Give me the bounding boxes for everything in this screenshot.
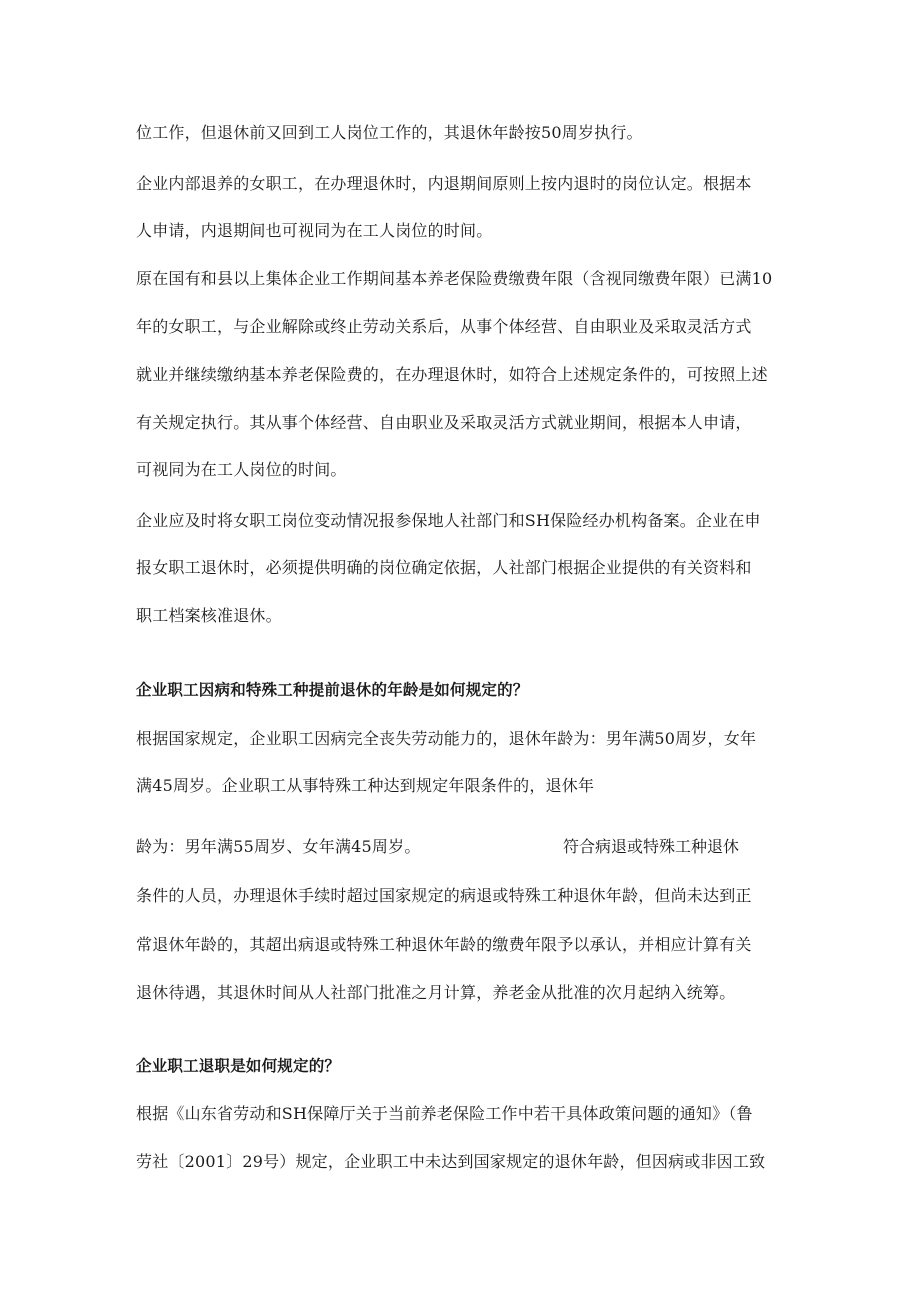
section-heading: 企业职工因病和特殊工种提前退休的年龄是如何规定的？: [136, 681, 529, 699]
body-text-line: 退休待遇，其退休时间从人社部门批准之月计算，养老金从批准的次月起纳入统筹。: [136, 983, 736, 1002]
body-text-line: 位工作，但退休前又回到工人岗位工作的，其退休年龄按50周岁执行。: [136, 123, 643, 142]
body-text-line: 原在国有和县以上集体企业工作期间基本养老保险费缴费年限（含视同缴费年限）已满10: [136, 269, 773, 288]
body-text-line: 有关规定执行。其从事个体经营、自由职业及采取灵活方式就业期间，根据本人申请，: [136, 413, 752, 432]
body-text-fragment: 符合病退或特殊工种退休: [563, 837, 740, 856]
body-text-line: 劳社〔2001〕29号）规定，企业职工中未达到国家规定的退休年龄，但因病或非因工致: [136, 1152, 766, 1171]
body-text-line: 人申请，内退期间也可视同为在工人岗位的时间。: [136, 221, 493, 240]
section-heading: 企业职工退职是如何规定的？: [136, 1057, 341, 1075]
body-text-line: 就业并继续缴纳基本养老保险费的，在办理退休时，如符合上述规定条件的，可按照上述: [136, 365, 768, 384]
body-text-line: 根据《山东省劳动和SH保障厅关于当前养老保险工作中若干具体政策问题的通知》（鲁: [136, 1104, 753, 1123]
body-text-line: 企业应及时将女职工岗位变动情况报参保地人社部门和SH保险经办机构备案。企业在申: [136, 511, 761, 530]
body-text-line: 满45周岁。企业职工从事特殊工种达到规定年限条件的，退休年: [136, 776, 595, 795]
body-text-line: 常退休年龄的，其超出病退或特殊工种退休年龄的缴费年限予以承认，并相应计算有关: [136, 935, 752, 954]
body-text-line: 龄为：男年满55周岁、女年满45周岁。: [136, 837, 421, 856]
body-text-line: 可视同为在工人岗位的时间。: [136, 460, 347, 479]
body-text-line: 条件的人员，办理退休手续时超过国家规定的病退或特殊工种退休年龄，但尚未达到正: [136, 886, 752, 905]
body-text-line: 企业内部退养的女职工，在办理退休时，内退期间原则上按内退时的岗位认定。根据本: [136, 174, 752, 193]
body-text-line: 职工档案核准退休。: [136, 606, 282, 625]
body-text-line: 报女职工退休时，必须提供明确的岗位确定依据，人社部门根据企业提供的有关资料和: [136, 558, 752, 577]
body-text-line: 根据国家规定，企业职工因病完全丧失劳动能力的，退休年龄为：男年满50周岁，女年: [136, 729, 757, 748]
body-text-line: 年的女职工，与企业解除或终止劳动关系后，从事个体经营、自由职业及采取灵活方式: [136, 317, 752, 336]
